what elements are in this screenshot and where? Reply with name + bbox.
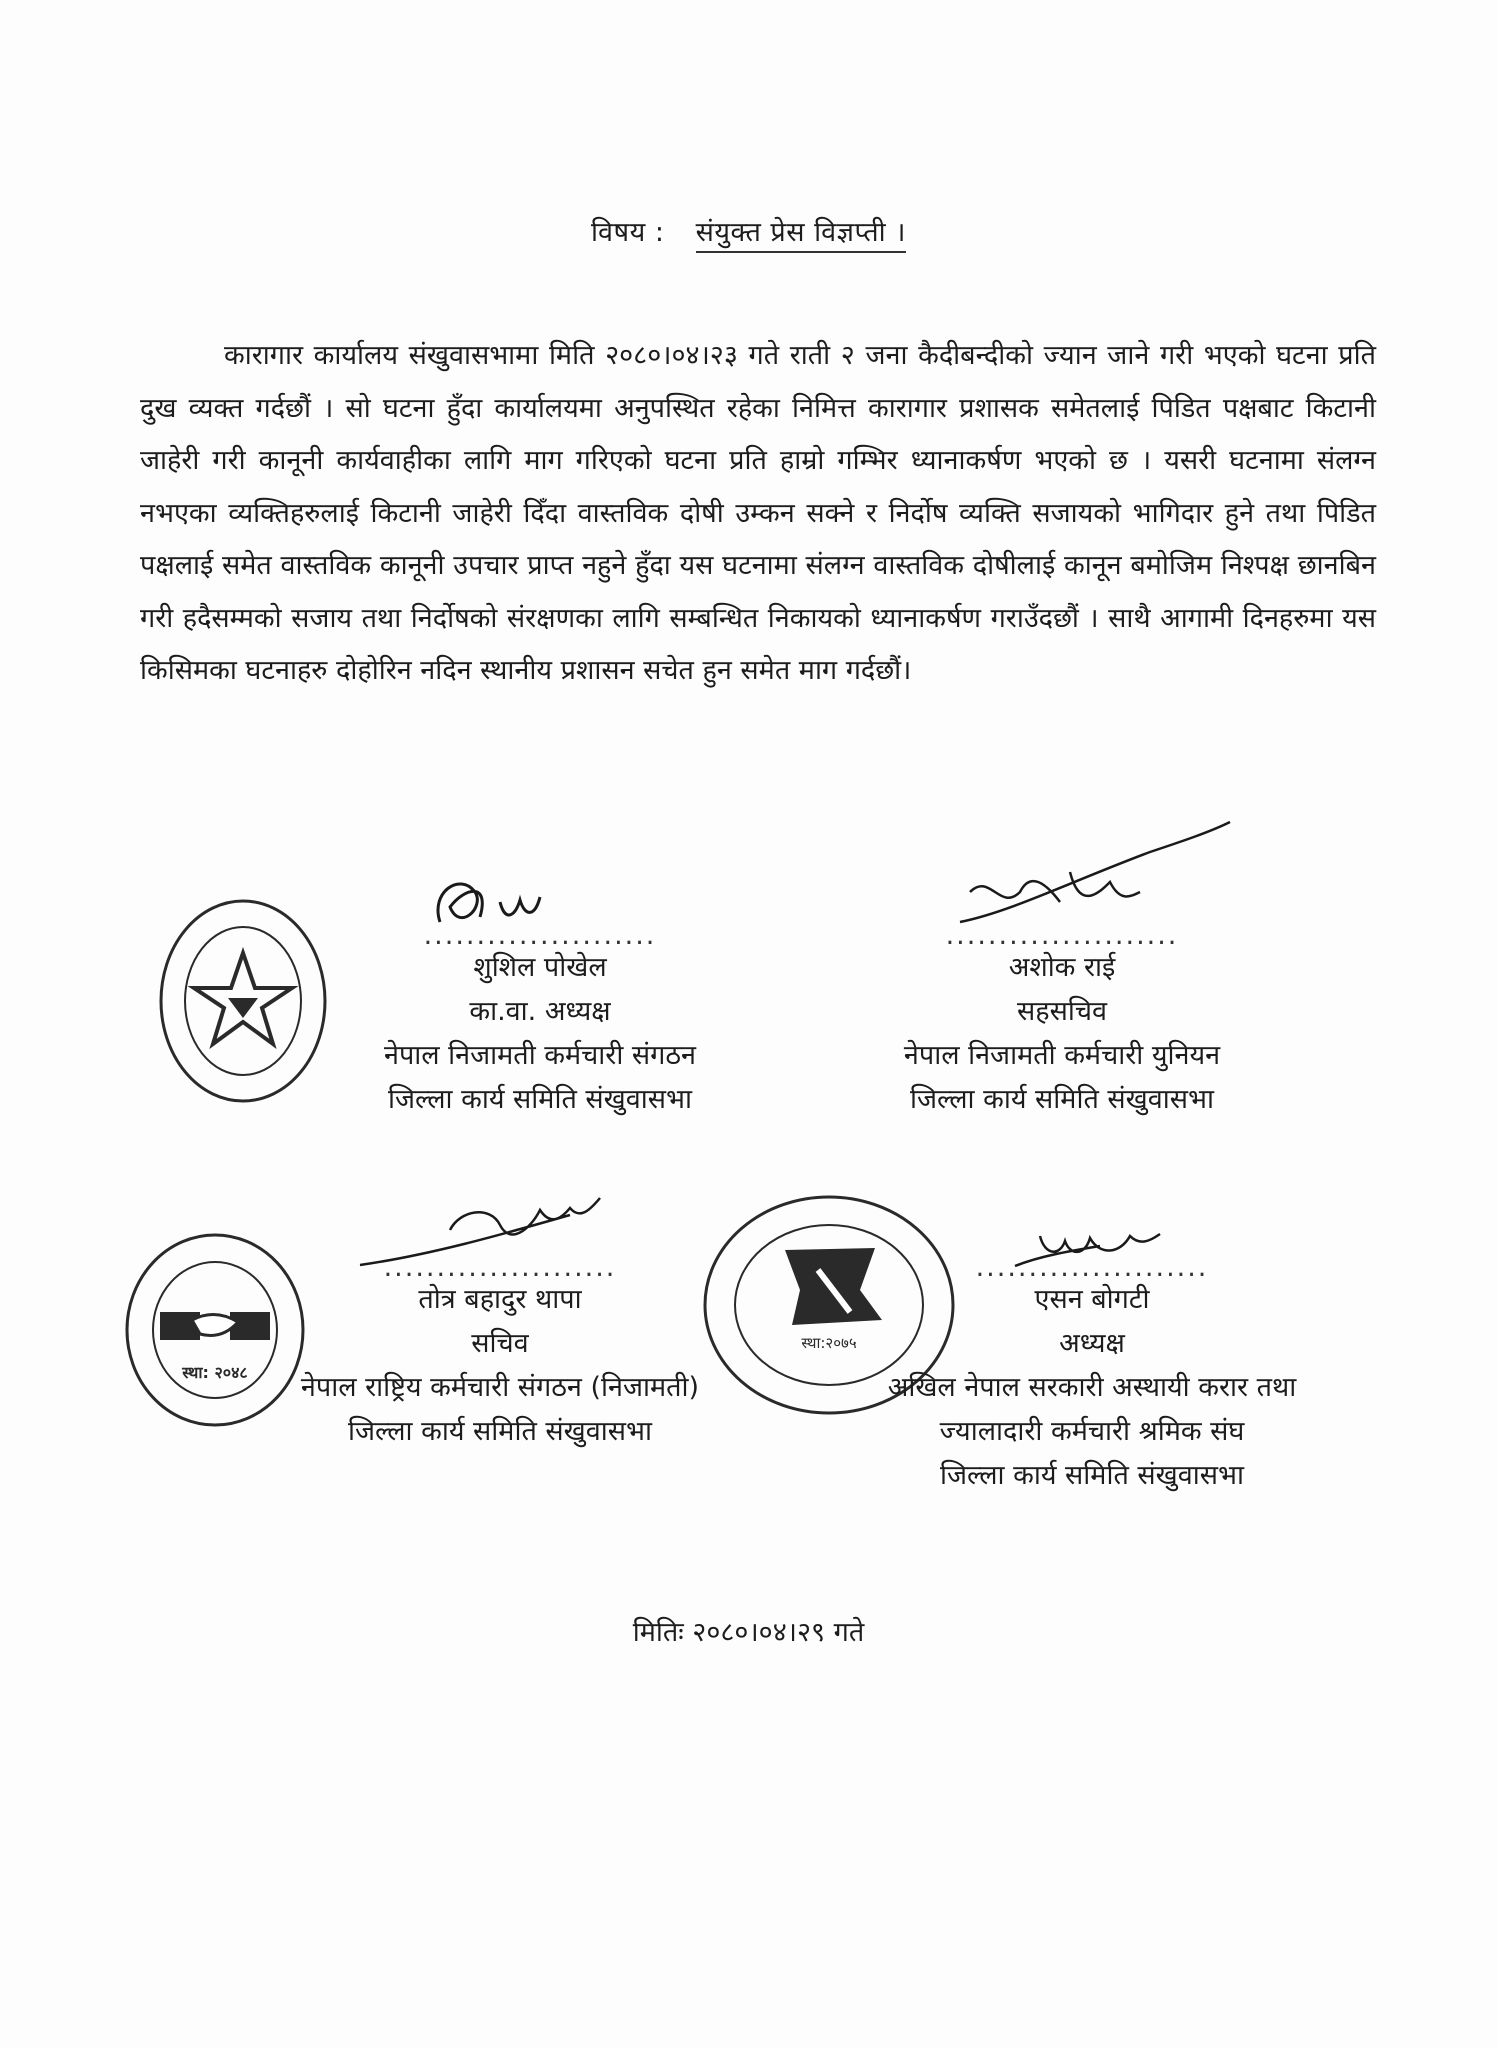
subject-label: विषय : xyxy=(591,217,665,248)
signatory-organization: अखिल नेपाल सरकारी अस्थायी करार तथा xyxy=(887,1372,1297,1403)
signatory-block-4 xyxy=(832,1252,1352,1498)
body-paragraph: कारागार कार्यालय संखुवासभामा मिति २०८०।०४।२३ गते राती २ जना कैदीबन्दीको ज्यान जाने गरी भएको घटना प्रति दुख व्यक्त गर्दछौं । सो घटना हुँदा कार्यालयमा अनुपस्थित रहेका निमित्त कारागार प्रशासक समेतलाई पिडित पक्षबाट किटानी जाहेरी गरी कानूनी कार्यवाहीका लागि माग गरिएको घटना प्रति हाम्रो गम्भिर ध्यानाकर्षण भएको छ । यसरी घटनामा संलग्न नभएका व्यक्तिहरुलाई किटानी जाहेरी दिँदा वास्तविक दोषी उम्कन सक्ने र निर्दोष व्यक्ति सजायको भागिदार हुने तथा पिडित पक्षलाई समेत वास्तविक कानूनी उपचार प्राप्त नहुने हुँदा यस घटनामा संलग्न वास्तविक दोषीलाई कानून बमोजिम निश्पक्ष छानबिन गरी हदैसम्मको सजाय तथा निर्दोषको संरक्षणका लागि सम्बन्धित निकायको ध्यानाकर्षण गराउँदछौं । साथै आगामी दिनहरुमा यस किसिमका घटनाहरु दोहोरिन नदिन स्थानीय प्रशासन सचेत हुन समेत माग गर्दछौं। xyxy=(140,340,1376,686)
document-date: मितिः २०८०।०४।२९ गते xyxy=(632,1617,865,1648)
signatory-organization: नेपाल निजामती कर्मचारी संगठन xyxy=(383,1040,697,1071)
signatory-position: अध्यक्ष xyxy=(1059,1328,1125,1359)
signatory-block-2 xyxy=(852,920,1272,1122)
signatory-position: का.वा. अध्यक्ष xyxy=(469,996,611,1027)
signatory-committee: जिल्ला कार्य समिति संखुवासभा xyxy=(910,1084,1214,1115)
signatory-committee: जिल्ला कार्य समिति संखुवासभा xyxy=(348,1416,652,1447)
star-seal-stamp xyxy=(158,898,328,1104)
signature-line: ...................... xyxy=(383,1252,617,1283)
svg-text:स्था:२०७५: स्था:२०७५ xyxy=(801,1334,857,1352)
signature-line: ...................... xyxy=(423,920,657,951)
signature-line: ...................... xyxy=(975,1252,1209,1283)
svg-text:स्था: २०४८: स्था: २०४८ xyxy=(182,1363,248,1382)
signatory-block-1 xyxy=(330,920,750,1122)
signatory-position: सचिव xyxy=(471,1328,529,1359)
subject-line xyxy=(0,212,1497,249)
signatory-organization-line2: ज्यालादारी कर्मचारी श्रमिक संघ xyxy=(939,1416,1245,1447)
signatory-committee: जिल्ला कार्य समिति संखुवासभा xyxy=(388,1084,692,1115)
signatory-name: अशोक राई xyxy=(1008,952,1116,983)
signatory-committee: जिल्ला कार्य समिति संखुवासभा xyxy=(940,1460,1244,1491)
subject-title: संयुक्त प्रेस विज्ञप्ती । xyxy=(696,217,906,253)
signatory-name: शुशिल पोखेल xyxy=(473,952,607,983)
signatory-name: एसन बोगटी xyxy=(1034,1284,1150,1315)
signature-line: ...................... xyxy=(945,920,1179,951)
signatory-position: सहसचिव xyxy=(1017,996,1107,1027)
signatory-organization: नेपाल राष्ट्रिय कर्मचारी संगठन (निजामती) xyxy=(300,1372,700,1403)
signatory-block-3 xyxy=(260,1252,740,1454)
signatory-name: तोत्र बहादुर थापा xyxy=(418,1284,582,1315)
signature-2 xyxy=(950,812,1240,932)
signatory-organization: नेपाल निजामती कर्मचारी युनियन xyxy=(903,1040,1221,1071)
